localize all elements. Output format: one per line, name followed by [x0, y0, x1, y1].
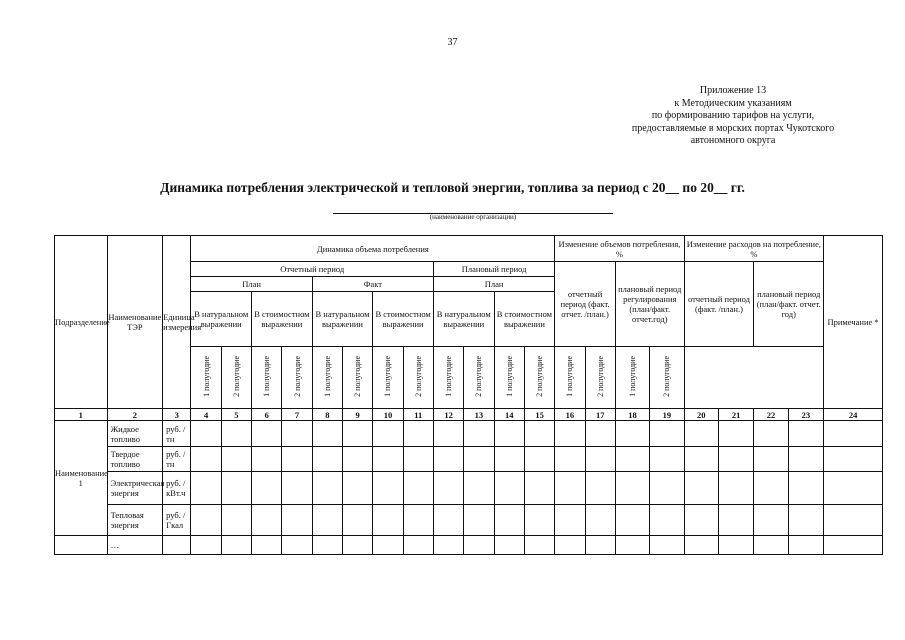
appendix-line: к Методическим указаниям: [674, 97, 792, 109]
value-cell[interactable]: [555, 421, 585, 447]
value-cell[interactable]: [650, 472, 684, 505]
unit-cell: [163, 536, 191, 555]
value-cell[interactable]: [615, 472, 649, 505]
ter-name-cell: Твердое топливо: [107, 447, 163, 472]
header-cost-plan: В стоимостном выражении: [252, 292, 313, 347]
half-year-label: 1 полугодие: [565, 356, 575, 397]
column-number: 3: [163, 409, 191, 421]
unit-cell: руб. /тн: [163, 421, 191, 447]
header-half-year: [221, 347, 251, 409]
header-volume-planned: плановый период регулирования (план/факт. отчет.год): [615, 262, 684, 347]
header-cost-planned: плановый период (план/факт. отчет. год): [754, 262, 824, 347]
document-title: Динамика потребления электрической и тепловой энергии, топлива за период с 20__ по 20__ гг.: [160, 180, 745, 195]
half-year-label: 2 полугодие: [595, 356, 605, 397]
value-cell[interactable]: [464, 536, 494, 555]
value-cell[interactable]: [433, 505, 463, 536]
half-year-label: 1 полугодие: [444, 356, 454, 397]
appendix-line: Приложение 13: [699, 85, 767, 96]
value-cell[interactable]: [464, 472, 494, 505]
half-year-label: 1 полугодие: [201, 356, 211, 397]
value-cell[interactable]: [650, 447, 684, 472]
value-cell[interactable]: [754, 536, 788, 555]
value-cell[interactable]: [788, 421, 823, 447]
value-cell[interactable]: [343, 536, 373, 555]
unit-cell: руб. /тн: [163, 447, 191, 472]
header-cost-planned-period: В стоимостном выражении: [494, 292, 555, 347]
column-number: 14: [494, 409, 524, 421]
value-cell[interactable]: [494, 447, 524, 472]
value-cell[interactable]: [718, 505, 753, 536]
value-cell[interactable]: [343, 505, 373, 536]
value-cell[interactable]: [252, 536, 282, 555]
value-cell[interactable]: [403, 447, 433, 472]
ter-name-cell: Тепловая энергия: [107, 505, 163, 536]
column-number: 23: [788, 409, 823, 421]
value-cell[interactable]: [343, 447, 373, 472]
header-half-year: [282, 347, 312, 409]
half-year-label: 1 полугодие: [262, 356, 272, 397]
value-cell[interactable]: [555, 505, 585, 536]
value-cell[interactable]: [524, 472, 554, 505]
half-year-label: 2 полугодие: [474, 356, 484, 397]
value-cell[interactable]: [191, 536, 221, 555]
value-cell[interactable]: [282, 421, 312, 447]
column-number: 10: [373, 409, 403, 421]
column-number: 17: [585, 409, 615, 421]
value-cell[interactable]: [221, 472, 251, 505]
column-number: 7: [282, 409, 312, 421]
header-half-year: [524, 347, 554, 409]
column-number: 12: [433, 409, 463, 421]
value-cell[interactable]: [824, 536, 883, 555]
value-cell[interactable]: [343, 472, 373, 505]
table-row: [55, 505, 883, 536]
value-cell[interactable]: [788, 505, 823, 536]
value-cell[interactable]: [373, 447, 403, 472]
value-cell[interactable]: [191, 447, 221, 472]
value-cell[interactable]: [373, 472, 403, 505]
value-cell[interactable]: [252, 472, 282, 505]
half-year-label: 2 полугодие: [353, 356, 363, 397]
header-half-year: [433, 347, 463, 409]
ter-name-cell: Жидкое топливо: [107, 421, 163, 447]
value-cell[interactable]: [221, 536, 251, 555]
value-cell[interactable]: [684, 421, 718, 447]
value-cell[interactable]: [754, 421, 788, 447]
value-cell[interactable]: [312, 505, 342, 536]
value-cell[interactable]: [585, 505, 615, 536]
value-cell[interactable]: [615, 421, 649, 447]
value-cell[interactable]: [282, 472, 312, 505]
header-half-year: [555, 347, 585, 409]
value-cell[interactable]: [191, 421, 221, 447]
half-year-label: 2 полугодие: [292, 356, 302, 397]
value-cell[interactable]: [555, 536, 585, 555]
value-cell[interactable]: [824, 505, 883, 536]
value-cell[interactable]: [650, 421, 684, 447]
header-subdivision: Подразделение: [55, 236, 108, 409]
column-number: 4: [191, 409, 221, 421]
column-number: 24: [824, 409, 883, 421]
header-volume-change: Изменение объемов потребления, %: [555, 236, 684, 262]
half-year-label: 1 полугодие: [628, 356, 638, 397]
value-cell[interactable]: [650, 536, 684, 555]
appendix-line: предоставляемые в морских портах Чукотского: [631, 122, 835, 134]
appendix-line: по формированию тарифов на услуги,: [651, 110, 815, 121]
value-cell[interactable]: [191, 505, 221, 536]
value-cell[interactable]: [433, 536, 463, 555]
value-cell[interactable]: [788, 472, 823, 505]
value-cell[interactable]: [252, 421, 282, 447]
value-cell[interactable]: [433, 421, 463, 447]
value-cell[interactable]: [585, 421, 615, 447]
value-cell[interactable]: [615, 447, 649, 472]
column-number: 15: [524, 409, 554, 421]
value-cell[interactable]: [788, 536, 823, 555]
column-number: 19: [650, 409, 684, 421]
value-cell[interactable]: [343, 421, 373, 447]
half-year-label: 2 полугодие: [662, 356, 672, 397]
value-cell[interactable]: [494, 505, 524, 536]
unit-cell: руб. /Гкал: [163, 505, 191, 536]
value-cell[interactable]: [221, 505, 251, 536]
half-year-label: 2 полугодие: [231, 356, 241, 397]
value-cell[interactable]: [403, 421, 433, 447]
value-cell[interactable]: [684, 472, 718, 505]
header-half-year: [191, 347, 221, 409]
value-cell[interactable]: [754, 472, 788, 505]
column-number: 8: [312, 409, 342, 421]
header-fact: Факт: [312, 277, 433, 292]
header-dynamics: Динамика объема потребления: [191, 236, 555, 262]
header-half-year: [585, 347, 615, 409]
value-cell[interactable]: [312, 421, 342, 447]
header-half-year: [403, 347, 433, 409]
column-number: 6: [252, 409, 282, 421]
unit-cell: руб. /кВт.ч: [163, 472, 191, 505]
value-cell[interactable]: [524, 505, 554, 536]
header-unit: Единица измерения: [163, 236, 191, 409]
value-cell[interactable]: [373, 505, 403, 536]
column-number: 11: [403, 409, 433, 421]
value-cell[interactable]: [555, 472, 585, 505]
half-year-label: 1 полугодие: [322, 356, 332, 397]
column-number: 1: [55, 409, 108, 421]
value-cell[interactable]: [824, 472, 883, 505]
value-cell[interactable]: [788, 447, 823, 472]
value-cell[interactable]: [282, 536, 312, 555]
value-cell[interactable]: [615, 505, 649, 536]
value-cell[interactable]: [555, 447, 585, 472]
value-cell[interactable]: [718, 536, 753, 555]
value-cell[interactable]: [524, 447, 554, 472]
column-number: 9: [343, 409, 373, 421]
header-note: Примечание *: [824, 236, 883, 409]
value-cell[interactable]: [403, 472, 433, 505]
value-cell[interactable]: [585, 536, 615, 555]
header-cost-change: Изменение расходов на потребление, %: [684, 236, 824, 262]
value-cell[interactable]: [718, 447, 753, 472]
header-natural-fact: В натуральном выражении: [312, 292, 373, 347]
appendix-line: автономного округа: [690, 135, 776, 146]
subdivision-cell: Наименование 1: [55, 421, 108, 536]
header-half-year: [343, 347, 373, 409]
header-plan: План: [191, 277, 312, 292]
ter-name-cell: Электрическая энергия: [107, 472, 163, 505]
table-row: [55, 536, 883, 555]
column-number: 2: [107, 409, 163, 421]
header-ter-name: Наименование ТЭР: [107, 236, 163, 409]
column-number: 20: [684, 409, 718, 421]
value-cell[interactable]: [464, 447, 494, 472]
half-year-label: 2 полугодие: [413, 356, 423, 397]
header-reporting-period: Отчетный период: [191, 262, 434, 277]
column-number: 18: [615, 409, 649, 421]
ter-name-cell: …: [107, 536, 163, 555]
value-cell[interactable]: [684, 536, 718, 555]
header-natural-plan: В натуральном выражении: [191, 292, 252, 347]
consumption-table: [54, 235, 883, 555]
value-cell[interactable]: [494, 421, 524, 447]
value-cell[interactable]: [650, 505, 684, 536]
value-cell[interactable]: [494, 472, 524, 505]
header-half-year: [252, 347, 282, 409]
table-row: [55, 447, 883, 472]
header-plan-planned: План: [433, 277, 554, 292]
page-number: 37: [447, 37, 458, 48]
header-half-year: [615, 347, 649, 409]
value-cell[interactable]: [824, 421, 883, 447]
value-cell[interactable]: [403, 505, 433, 536]
value-cell[interactable]: [718, 421, 753, 447]
half-year-label: 2 полугодие: [535, 356, 545, 397]
column-number: 16: [555, 409, 585, 421]
value-cell[interactable]: [754, 505, 788, 536]
value-cell[interactable]: [221, 447, 251, 472]
subdivision-cell: [55, 536, 108, 555]
column-number: 13: [464, 409, 494, 421]
value-cell[interactable]: [312, 447, 342, 472]
header-cost-fact: В стоимостном выражении: [373, 292, 434, 347]
header-half-year: [373, 347, 403, 409]
value-cell[interactable]: [221, 421, 251, 447]
value-cell[interactable]: [615, 536, 649, 555]
header-half-year: [312, 347, 342, 409]
value-cell[interactable]: [373, 421, 403, 447]
value-cell[interactable]: [524, 536, 554, 555]
header-half-year: [464, 347, 494, 409]
header-cost-reporting: отчетный период (факт. /план.): [684, 262, 754, 347]
value-cell[interactable]: [252, 447, 282, 472]
value-cell[interactable]: [433, 447, 463, 472]
half-year-label: 1 полугодие: [383, 356, 393, 397]
organization-caption: (наименование организации): [429, 213, 517, 221]
value-cell[interactable]: [585, 447, 615, 472]
value-cell[interactable]: [433, 472, 463, 505]
value-cell[interactable]: [494, 536, 524, 555]
value-cell[interactable]: [312, 536, 342, 555]
column-number: 21: [718, 409, 753, 421]
value-cell[interactable]: [373, 536, 403, 555]
value-cell[interactable]: [464, 505, 494, 536]
value-cell[interactable]: [252, 505, 282, 536]
value-cell[interactable]: [585, 472, 615, 505]
value-cell[interactable]: [312, 472, 342, 505]
header-volume-reporting: отчетный период (факт. отчет. /план.): [555, 262, 616, 347]
value-cell[interactable]: [191, 472, 221, 505]
value-cell[interactable]: [282, 447, 312, 472]
value-cell[interactable]: [824, 447, 883, 472]
header-planned-period: Плановый период: [433, 262, 554, 277]
half-year-label: 1 полугодие: [504, 356, 514, 397]
header-natural-planned: В натуральном выражении: [433, 292, 494, 347]
value-cell[interactable]: [684, 447, 718, 472]
table-row: [55, 472, 883, 505]
header-half-year: [494, 347, 524, 409]
value-cell[interactable]: [718, 472, 753, 505]
value-cell[interactable]: [754, 447, 788, 472]
table-row: [55, 421, 883, 447]
column-number: 5: [221, 409, 251, 421]
value-cell[interactable]: [403, 536, 433, 555]
header-half-year: [650, 347, 684, 409]
column-number: 22: [754, 409, 788, 421]
value-cell[interactable]: [282, 505, 312, 536]
value-cell[interactable]: [464, 421, 494, 447]
value-cell[interactable]: [524, 421, 554, 447]
appendix-note: [583, 85, 883, 148]
value-cell[interactable]: [684, 505, 718, 536]
